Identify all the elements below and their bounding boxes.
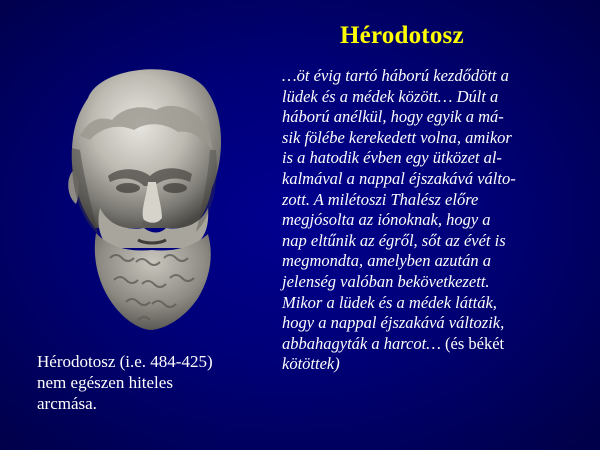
quote-line: abbahagyták a harcot…	[282, 333, 441, 353]
quote-line: hogy a nappal éjszakává változik,	[282, 313, 505, 333]
quote-line-with-aside	[282, 334, 582, 355]
portrait-caption	[37, 351, 267, 414]
quote-line: is a hatodik évben egy ütközet al-	[282, 148, 502, 168]
quote-line: jelenség valóban bekövetkezett.	[282, 271, 490, 291]
slide-title: Hérodotosz	[340, 22, 464, 49]
quote-line: …öt évig tartó háború kezdődött a	[282, 66, 509, 85]
quote-line: kötöttek)	[282, 354, 340, 374]
quote-line: kalmával a nappal éjszakává válto-	[282, 168, 516, 188]
caption-line: Hérodotosz (i.e. 484-425)	[37, 352, 213, 371]
quote-line: megjósolta az iónoknak, hogy a	[282, 210, 491, 230]
quote-line: lüdek és a médek között… Dúlt a	[282, 86, 499, 106]
herodotus-bust-image	[40, 58, 240, 344]
quote-line: háború anélkül, hogy egyik a má-	[282, 107, 504, 127]
quote-aside: (és békét	[445, 333, 505, 353]
quote-line: zott. A milétoszi Thalész előre	[282, 189, 479, 209]
caption-line: arcmása.	[37, 394, 97, 413]
caption-line: nem egészen hiteles	[37, 373, 173, 392]
quote-line: megmondta, amelyben azután a	[282, 251, 491, 271]
quote-line: Mikor a lüdek és a médek látták,	[282, 292, 497, 312]
herodotus-quote	[282, 66, 582, 375]
quote-line: sik fölébe kerekedett volna, amikor	[282, 127, 512, 147]
quote-line: nap eltűnik az égről, sőt az évét is	[282, 230, 506, 250]
